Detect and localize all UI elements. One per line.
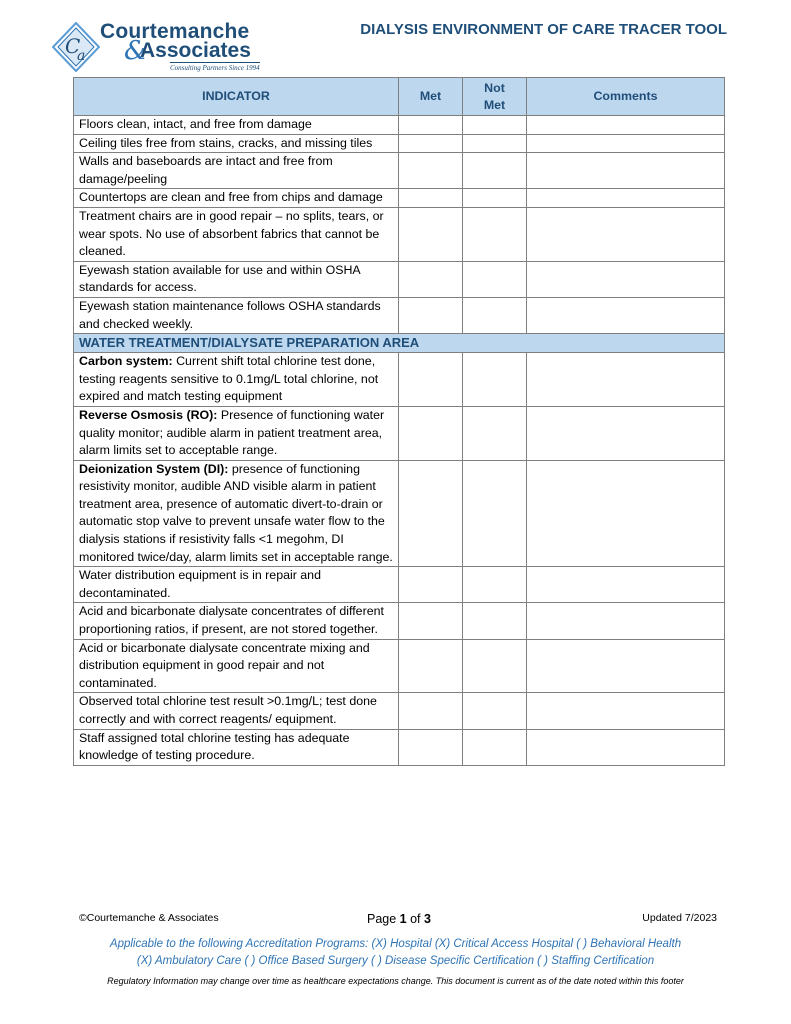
table-row — [74, 297, 725, 333]
logo-name-line2: Associates — [140, 39, 251, 62]
column-header-not-met — [463, 78, 527, 116]
indicator-text: Current shift total chlorine test done, testing reagents sensitive to 0.1mg/L total chlorine, not expired and match testing equipment — [79, 354, 379, 404]
not-met-cell[interactable] — [463, 153, 527, 189]
comments-cell[interactable] — [527, 567, 725, 603]
met-cell[interactable] — [399, 603, 463, 639]
indicator-text: Observed total chlorine test result >0.1mg/L; test done correctly and with correct reagents/ equipment. — [79, 694, 377, 726]
indicator-cell — [74, 460, 399, 567]
table-row — [74, 207, 725, 261]
indicator-text: Acid or bicarbonate dialysate concentrate mixing and distribution equipment in good repair and not contaminated. — [79, 640, 370, 690]
not-met-cell[interactable] — [463, 567, 527, 603]
company-logo — [52, 20, 282, 74]
comments-cell[interactable] — [527, 693, 725, 729]
indicator-cell — [74, 153, 399, 189]
met-cell[interactable] — [399, 639, 463, 693]
indicator-cell — [74, 729, 399, 765]
not-met-cell[interactable] — [463, 134, 527, 153]
indicator-text: Walls and baseboards are intact and free from damage/peeling — [79, 154, 333, 186]
indicator-cell — [74, 207, 399, 261]
indicator-cell — [74, 297, 399, 333]
table-body — [74, 116, 725, 766]
column-header-comments: Comments — [527, 78, 725, 116]
indicator-cell — [74, 134, 399, 153]
indicator-text: Eyewash station available for use and within OSHA standards for access. — [79, 262, 361, 295]
footer-applicable-programs — [0, 936, 791, 970]
met-cell[interactable] — [399, 729, 463, 765]
met-cell[interactable] — [399, 353, 463, 407]
table-row — [74, 729, 725, 765]
indicator-cell — [74, 567, 399, 603]
applicable-line-2: (X) Ambulatory Care ( ) Office Based Surgery ( ) Disease Specific Certification ( ) Staffing Certification — [136, 955, 655, 967]
met-cell[interactable] — [399, 567, 463, 603]
indicator-text: presence of functioning resistivity monitor, audible AND visible alarm in patient treatment area, presence of automatic divert-to-drain or automatic stop valve to prevent unsafe water flow to the dialysis stations if resistivity falls <1 megohm, DI monitored twice/day, alarm limits set in acceptable range. — [79, 461, 393, 564]
indicator-text: Ceiling tiles free from stains, cracks, and missing tiles — [79, 135, 373, 150]
column-header-met: Met — [399, 78, 463, 116]
table-row — [74, 261, 725, 297]
section-title: WATER TREATMENT/DIALYSATE PREPARATION AREA — [74, 334, 725, 353]
indicator-cell — [74, 189, 399, 208]
comments-cell[interactable] — [527, 639, 725, 693]
met-cell[interactable] — [399, 261, 463, 297]
footer-page-number — [367, 912, 431, 926]
logo-name-line1: Courtemanche — [100, 20, 250, 43]
not-met-cell[interactable] — [463, 406, 527, 460]
indicator-cell — [74, 693, 399, 729]
applicable-line-1: Applicable to the following Accreditation Programs: (X) Hospital (X) Critical Access Hospital ( ) Behavioral Health — [109, 938, 682, 950]
not-met-label: Not Met — [483, 80, 506, 112]
table-row — [74, 406, 725, 460]
table-row — [74, 567, 725, 603]
indicator-text: Presence of functioning water quality monitor; audible alarm in patient treatment area, alarm limits set to acceptable range. — [79, 407, 385, 458]
monogram-icon — [52, 22, 100, 72]
comments-cell[interactable] — [527, 207, 725, 261]
indicator-heading: Deionization System (DI): — [79, 461, 229, 476]
indicator-text: Acid and bicarbonate dialysate concentrates of different proportioning ratios, if present, are not stored together. — [79, 604, 384, 637]
table-row — [74, 116, 725, 135]
footer-copyright: ©Courtemanche & Associates — [79, 912, 219, 924]
indicator-text: Treatment chairs are in good repair – no splits, tears, or wear spots. No use of absorbent fabrics that cannot be cleaned. — [79, 208, 384, 259]
not-met-cell[interactable] — [463, 693, 527, 729]
table-row — [74, 603, 725, 639]
indicator-text: Water distribution equipment is in repair and decontaminated. — [79, 568, 321, 600]
page-prefix: Page — [367, 912, 400, 926]
met-cell[interactable] — [399, 153, 463, 189]
table-row — [74, 353, 725, 407]
logo-ampersand: & — [124, 36, 148, 66]
comments-cell[interactable] — [527, 406, 725, 460]
comments-cell[interactable] — [527, 153, 725, 189]
table-row — [74, 693, 725, 729]
comments-cell[interactable] — [527, 116, 725, 135]
footer-updated: Updated 7/2023 — [642, 912, 717, 924]
table-row — [74, 153, 725, 189]
page-of: of — [406, 912, 424, 926]
not-met-cell[interactable] — [463, 353, 527, 407]
met-cell[interactable] — [399, 134, 463, 153]
column-header-indicator: INDICATOR — [74, 78, 399, 116]
tracer-table — [73, 77, 725, 766]
indicator-text: Floors clean, intact, and free from damage — [79, 117, 312, 131]
table-row — [74, 134, 725, 153]
indicator-text: Countertops are clean and free from chips and damage — [79, 190, 383, 205]
section-row — [74, 334, 725, 353]
met-cell[interactable] — [399, 460, 463, 567]
indicator-cell — [74, 406, 399, 460]
table-row — [74, 189, 725, 208]
met-cell[interactable] — [399, 406, 463, 460]
indicator-heading: Carbon system: — [79, 354, 173, 369]
not-met-cell[interactable] — [463, 639, 527, 693]
table-row — [74, 460, 725, 567]
indicator-cell — [74, 639, 399, 693]
indicator-heading: Reverse Osmosis (RO): — [79, 407, 218, 422]
not-met-cell[interactable] — [463, 189, 527, 208]
comments-cell[interactable] — [527, 261, 725, 297]
document-title: DIALYSIS ENVIRONMENT OF CARE TRACER TOOL — [360, 21, 727, 38]
svg-text:a: a — [77, 48, 86, 64]
met-cell[interactable] — [399, 693, 463, 729]
logo-tagline: Consulting Partners Since 1994 — [170, 64, 260, 72]
indicator-cell — [74, 603, 399, 639]
not-met-cell[interactable] — [463, 729, 527, 765]
comments-cell[interactable] — [527, 729, 725, 765]
comments-cell[interactable] — [527, 189, 725, 208]
table-row — [74, 639, 725, 693]
not-met-cell[interactable] — [463, 603, 527, 639]
not-met-cell[interactable] — [463, 207, 527, 261]
not-met-cell[interactable] — [463, 261, 527, 297]
comments-cell[interactable] — [527, 297, 725, 333]
svg-text:C: C — [65, 34, 81, 58]
page-total: 3 — [424, 912, 431, 926]
met-cell[interactable] — [399, 297, 463, 333]
not-met-cell[interactable] — [463, 460, 527, 567]
comments-cell[interactable] — [527, 134, 725, 153]
comments-cell[interactable] — [527, 603, 725, 639]
met-cell[interactable] — [399, 116, 463, 135]
comments-cell[interactable] — [527, 353, 725, 407]
indicator-cell — [74, 116, 399, 135]
not-met-cell[interactable] — [463, 297, 527, 333]
met-cell[interactable] — [399, 207, 463, 261]
not-met-cell[interactable] — [463, 116, 527, 135]
indicator-cell — [74, 353, 399, 407]
page-current: 1 — [399, 912, 407, 926]
indicator-text: Staff assigned total chlorine testing has adequate knowledge of testing procedure. — [79, 730, 350, 763]
table-header-row — [74, 78, 725, 116]
indicator-cell — [74, 261, 399, 297]
comments-cell[interactable] — [527, 460, 725, 567]
indicator-text: Eyewash station maintenance follows OSHA standards and checked weekly. — [79, 298, 381, 331]
met-cell[interactable] — [399, 189, 463, 208]
footer-regulatory-note: Regulatory Information may change over time as healthcare expectations change. This document is current as of the date noted within this footer — [107, 976, 684, 986]
